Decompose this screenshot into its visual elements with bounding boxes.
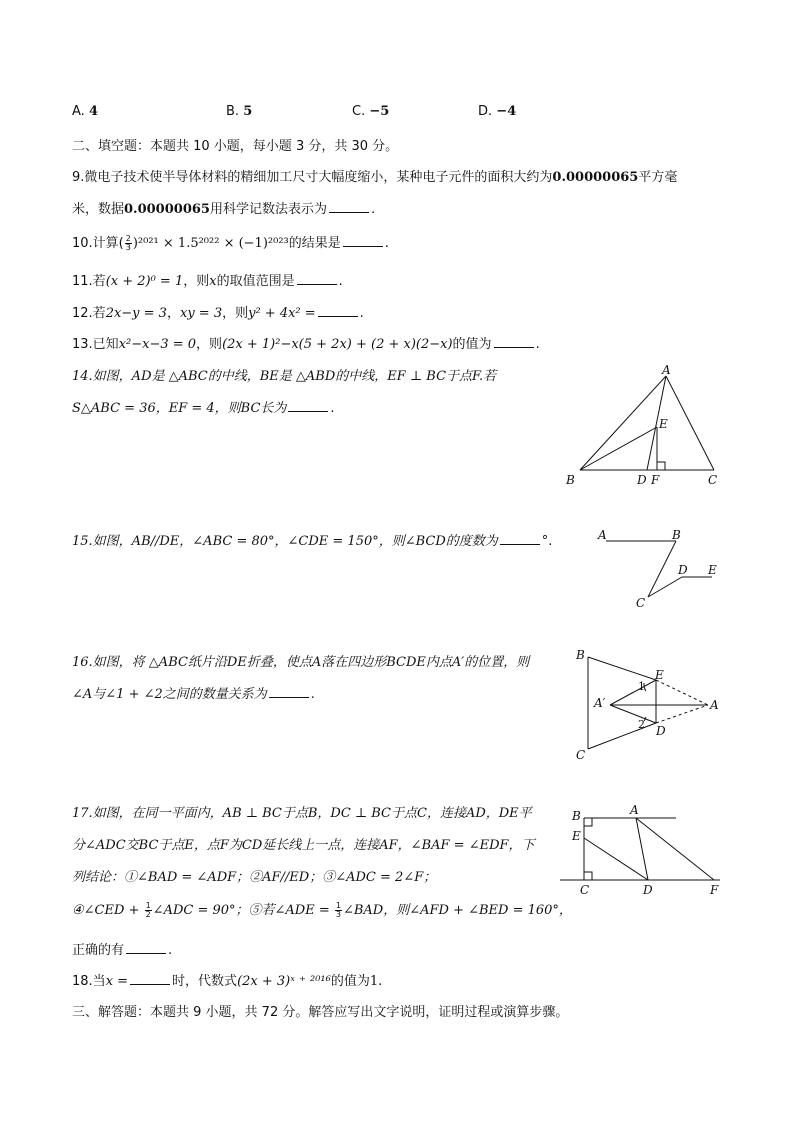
q17-frac1-top: 1 — [145, 901, 151, 910]
option-a-value: 4 — [88, 104, 98, 119]
figure-16 — [570, 645, 730, 770]
q11-prefix: 11.若 — [72, 274, 106, 289]
fig14-label-c: C — [708, 473, 718, 487]
q18-value: 1. — [369, 974, 383, 989]
q18-variable: x = — [105, 974, 129, 989]
q13-suffix: 的值为 — [452, 337, 492, 352]
option-d-value: −4 — [496, 104, 517, 119]
q10-line: 10.计算( $\frac{2}{3}$ )²⁰²¹ × 1.5²⁰²² × (−1)²⁰²³的结果是 . — [72, 234, 389, 252]
q12-expr2: xy = 3 — [179, 306, 223, 321]
q9-line2: 米，数据0.00000065用科学记数法表示为 . — [72, 202, 376, 217]
q13-expr2: (2x + 1)²−x(5 + 2x) + (2 + x)(2−x) — [222, 337, 453, 352]
q9-text1-end: 平方毫 — [638, 170, 678, 185]
fig15-label-a: A — [598, 528, 607, 542]
q17-text4b: ∠ADC = 90°；⑤若∠ADE = — [152, 903, 334, 918]
q10-fraction — [125, 235, 132, 252]
fig15-label-e: E — [708, 563, 717, 577]
fig17-label-e: E — [572, 829, 581, 843]
q9-number1: 0.00000065 — [552, 170, 639, 185]
q12-expr3: y² + 4x² = — [248, 306, 316, 321]
option-c-value: −5 — [369, 104, 390, 119]
q18-expression: (2x + 3)ˣ ⁺ ²⁰¹⁶ — [237, 974, 331, 989]
fig16-side-cd — [588, 723, 656, 749]
q17-line2 — [72, 834, 535, 853]
q9-line1 — [72, 166, 677, 185]
q17-answer-blank[interactable] — [126, 953, 166, 954]
q13-expr1: x²−x−3 = 0 — [118, 337, 197, 352]
q11-suffix: 的取值范围是 — [216, 274, 295, 289]
q10-frac-bot: 3 — [125, 243, 131, 252]
option-b-value: 5 — [243, 104, 253, 119]
q9-answer-blank[interactable] — [329, 212, 369, 213]
q17-text3: 列结论：①∠BAD = ∠ADF；②AF//ED；③∠ADC = 2∠F； — [72, 870, 437, 885]
fig16-dashed-da — [656, 705, 708, 723]
fig16-line-a1d — [610, 705, 656, 723]
fig16-label-e: E — [655, 668, 664, 682]
q10-answer-blank[interactable] — [343, 246, 383, 247]
option-d — [478, 104, 516, 119]
figure-14 — [560, 362, 730, 492]
q16-line2: ∠A与∠1 + ∠2之间的数量关系为 . — [72, 687, 315, 702]
q17-line4 — [72, 899, 572, 919]
fig17-right-angle-b — [584, 818, 592, 826]
fig14-label-b: B — [566, 473, 575, 487]
section3-title-text: 三、解答题：本题共 9 小题，共 72 分。解答应写出文字说明，证明过程或演算步骤。 — [72, 1005, 569, 1020]
fig16-label-d: D — [656, 724, 666, 738]
q9-text2a: 米，数据 — [72, 202, 125, 217]
q15-text: 15.如图，AB//DE，∠ABC = 80°，∠CDE = 150°，则∠BCD的度数为 — [72, 534, 498, 549]
q14-suffix: ，则BC长为 — [214, 401, 287, 416]
q15-line — [72, 530, 552, 549]
fig14-label-e: E — [659, 417, 668, 431]
q16-text1: 16.如图，将 △ABC纸片沿DE折叠，使点A落在四边形BCDE内点A′的位置，则 — [72, 655, 530, 670]
q12-line: 12.若2x−y = 3，xy = 3，则y² + 4x² = . — [72, 306, 364, 321]
q18-mid: 时，代数式 — [172, 974, 238, 989]
q15-suffix: °. — [541, 534, 553, 549]
q10-prefix: 10.计算( — [72, 236, 124, 251]
q14-text1: 14.如图，AD是 △ABC的中线，BE是 △ABD的中线，EF ⊥ BC于点F.若 — [72, 369, 497, 384]
fig16-label-a-prime: A′ — [594, 696, 606, 710]
q12-prefix: 12.若 — [72, 306, 106, 321]
fig14-right-angle-mark — [657, 462, 665, 470]
section2-title — [72, 135, 398, 154]
q11-expression: (x + 2)⁰ = 1 — [105, 274, 184, 289]
q16-answer-blank[interactable] — [269, 697, 309, 698]
q18-answer-blank[interactable] — [130, 984, 170, 985]
q17-text1: 17.如图，在同一平面内，AB ⊥ BC于点B，DC ⊥ BC于点C，连接AD，DE平 — [72, 806, 532, 821]
fig14-median-be — [580, 427, 657, 470]
q17-fraction2 — [335, 902, 342, 919]
q17-line3 — [72, 866, 436, 885]
q10-frac-top: 2 — [125, 234, 131, 243]
fig16-side-be — [588, 657, 656, 680]
fig17-line-af — [636, 818, 714, 880]
q17-frac2-bot: 3 — [335, 910, 341, 919]
q14-answer-blank[interactable] — [288, 411, 328, 412]
q10-suffix: 的结果是 — [288, 236, 341, 251]
fig17-label-d: D — [643, 883, 653, 897]
q12-mid: ，则 — [222, 306, 249, 321]
q18-prefix: 18.当 — [72, 974, 106, 989]
q12-expr1: 2x−y = 3 — [105, 306, 167, 321]
fig16-label-c: C — [576, 748, 586, 762]
fig16-line-a1e — [610, 680, 656, 705]
q16-line1 — [72, 651, 529, 670]
q13-line: 13.已知x²−x−3 = 0，则(2x + 1)²−x(5 + 2x) + (2 + x)(2−x)的值为 . — [72, 337, 540, 352]
q18-line — [72, 970, 382, 989]
q14-expr: S△ABC = 36，EF = 4 — [72, 401, 215, 416]
fig17-line-ad — [636, 818, 648, 880]
q11-line: 11.若(x + 2)⁰ = 1，则x的取值范围是 . — [72, 274, 343, 289]
fig16-angle1-label: 1 — [638, 680, 645, 693]
fig15-label-c: C — [636, 596, 646, 610]
q11-answer-blank[interactable] — [297, 284, 337, 285]
q11-mid: ，则 — [183, 274, 210, 289]
q18-suffix: 的值为 — [330, 974, 370, 989]
q17-text4a: ④∠CED + — [72, 903, 144, 918]
option-d-label: D. — [478, 104, 493, 119]
fig16-dashed-ea — [656, 680, 708, 705]
q17-line1 — [72, 802, 532, 821]
q16-text2: ∠A与∠1 + ∠2之间的数量关系为 — [72, 687, 267, 702]
fig15-label-b: B — [672, 528, 681, 542]
figure-17 — [560, 800, 730, 900]
q17-text5: 正确的有 — [72, 943, 125, 958]
option-b — [226, 104, 252, 119]
q15-answer-blank[interactable] — [500, 544, 540, 545]
q9-number2: 0.00000065 — [124, 202, 210, 217]
figure-15 — [594, 525, 724, 615]
fig14-side-ac — [666, 376, 714, 470]
q9-text2b: 用科学记数法表示为 — [209, 202, 327, 217]
q12-answer-blank[interactable] — [318, 316, 358, 317]
fig16-angle2-label: 2 — [638, 718, 645, 731]
q17-frac1-bot: 2 — [145, 910, 151, 919]
fig16-label-a: A — [710, 698, 719, 712]
q11-variable: x — [209, 274, 217, 289]
fig14-label-f: F — [651, 473, 660, 487]
q17-fraction1 — [145, 902, 152, 919]
fig17-right-angle-c — [584, 872, 592, 880]
q17-text2: 分∠ADC交BC于点E，点F为CD延长线上一点，连接AF，∠BAF = ∠EDF，下 — [72, 838, 535, 853]
q14-line1 — [72, 365, 496, 384]
fig17-label-c: C — [580, 883, 590, 897]
section3-title — [72, 1001, 568, 1020]
q13-prefix: 13.已知 — [72, 337, 119, 352]
fig16-label-b: B — [576, 648, 585, 662]
section2-title-text: 二、填空题：本题共 10 小题，每小题 3 分，共 30 分。 — [72, 139, 399, 154]
q17-text4c: ∠BAD，则∠AFD + ∠BED = 160°， — [342, 903, 572, 918]
q9-text1: 9.微电子技术使半导体材料的精细加工尺寸大幅度缩小，某种电子元件的面积大约为 — [72, 170, 553, 185]
fig14-label-d: D — [637, 473, 647, 487]
q10-expression: )²⁰²¹ × 1.5²⁰²² × (−1)²⁰²³ — [132, 236, 289, 251]
fig15-label-d: D — [678, 563, 688, 577]
q14-line2: S△ABC = 36，EF = 4，则BC长为 . — [72, 401, 335, 416]
q13-answer-blank[interactable] — [494, 347, 534, 348]
q17-line5: 正确的有 . — [72, 943, 173, 958]
option-c-label: C. — [352, 104, 366, 119]
fig14-label-a: A — [662, 363, 671, 377]
fig17-label-b: B — [572, 809, 581, 823]
fig17-line-de — [584, 838, 648, 880]
q17-frac2-top: 1 — [335, 901, 341, 910]
fig14-side-ab — [580, 376, 666, 470]
option-a — [72, 104, 98, 119]
option-b-label: B. — [226, 104, 240, 119]
fig17-label-a: A — [630, 803, 639, 817]
q12-sep: ， — [166, 306, 180, 321]
option-a-label: A. — [72, 104, 85, 119]
option-c — [352, 104, 389, 119]
q13-mid: ，则 — [196, 337, 223, 352]
fig17-label-f: F — [710, 883, 719, 897]
